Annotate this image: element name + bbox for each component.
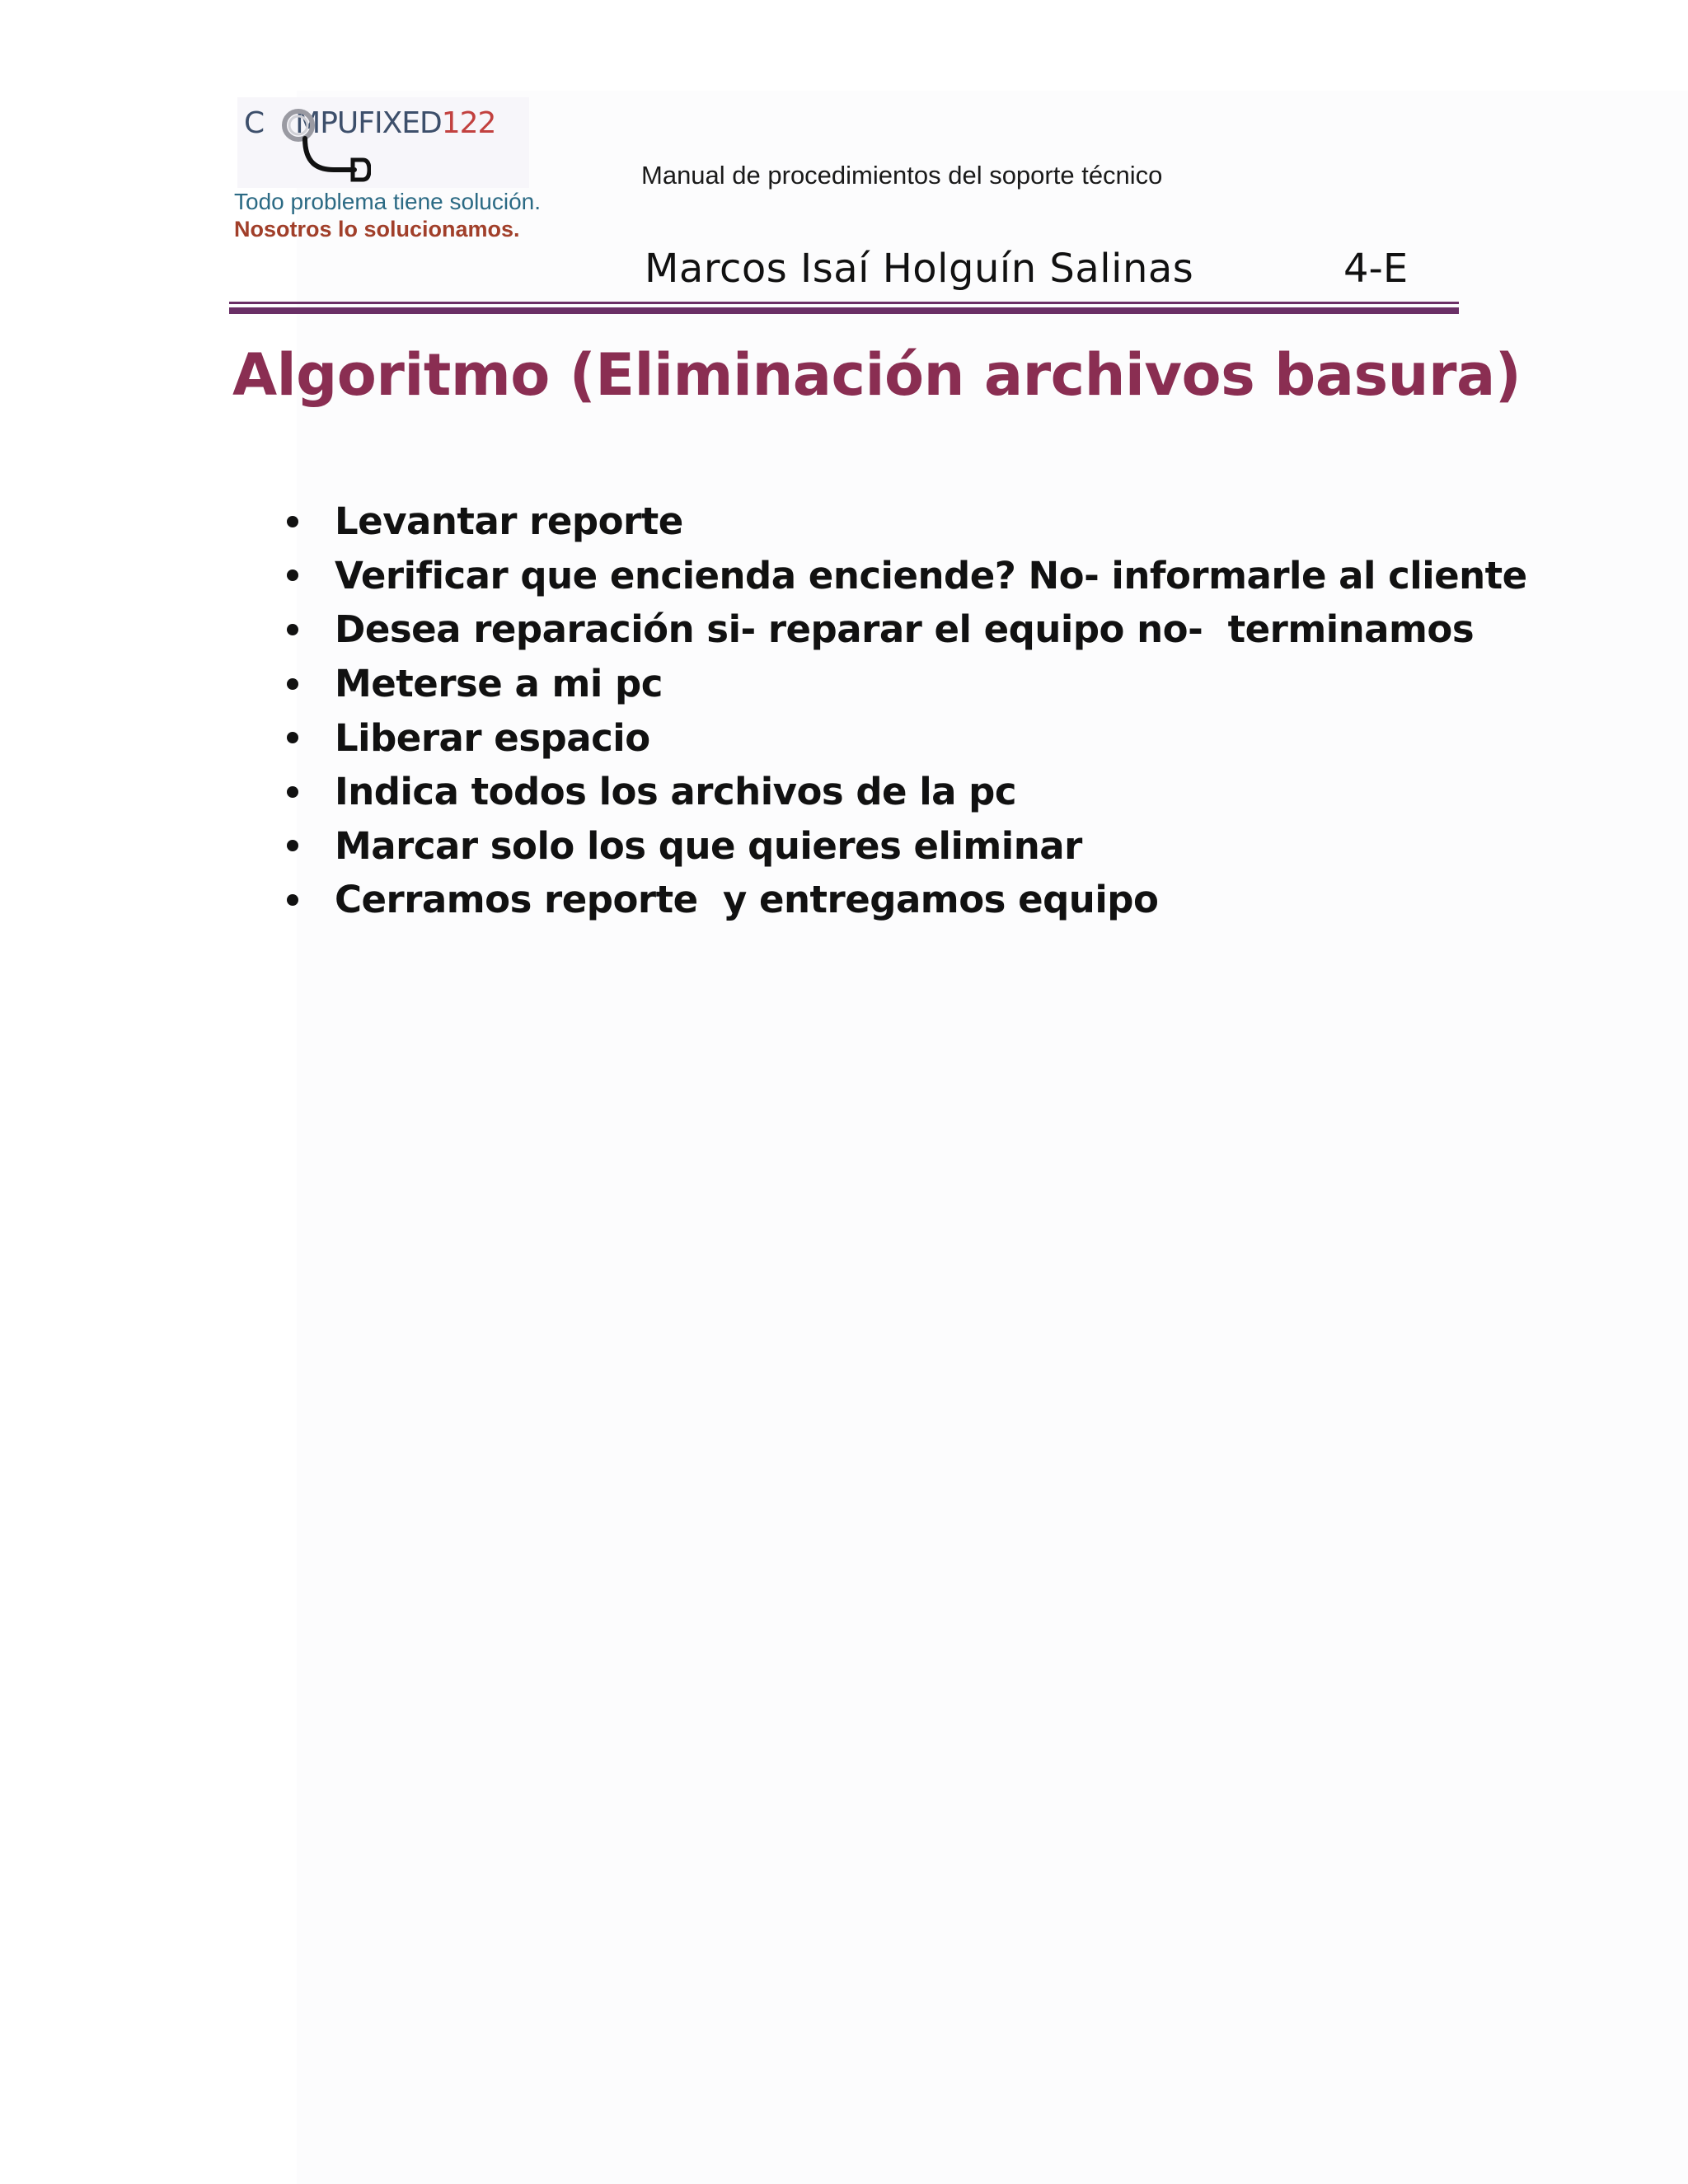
bullet-icon xyxy=(287,840,298,851)
list-item: Indica todos los archivos de la pc xyxy=(280,765,1527,819)
bullet-icon xyxy=(287,569,298,581)
list-item: Levantar reporte xyxy=(280,494,1527,549)
bullet-icon xyxy=(287,732,298,743)
list-item: Desea reparación si- reparar el equipo no- terminamos xyxy=(280,602,1527,657)
list-item: Meterse a mi pc xyxy=(280,657,1527,711)
bullet-icon xyxy=(287,894,298,906)
stethoscope-icon xyxy=(272,105,371,188)
company-logo xyxy=(237,97,529,188)
bullet-icon xyxy=(287,624,298,635)
bullet-icon xyxy=(287,678,298,690)
document-title: Algoritmo (Eliminación archivos basura) xyxy=(232,341,1522,409)
bullet-icon xyxy=(287,786,298,798)
bullet-icon xyxy=(287,516,298,527)
header-rule-thin xyxy=(229,302,1459,304)
manual-title: Manual de procedimientos del soporte técnico xyxy=(641,161,1163,190)
list-item: Marcar solo los que quieres eliminar xyxy=(280,819,1527,874)
author-name: Marcos Isaí Holguín Salinas xyxy=(645,246,1194,292)
logo-wordmark: C MPUFIXED122 xyxy=(244,106,496,140)
group-label: 4-E xyxy=(1343,246,1409,292)
tagline-line-1: Todo problema tiene solución. xyxy=(234,189,542,214)
header-rule-thick xyxy=(229,307,1459,314)
steps-list xyxy=(280,494,1527,927)
list-item: Cerramos reporte y entregamos equipo xyxy=(280,873,1527,927)
tagline-line-2: Nosotros lo solucionamos. xyxy=(234,217,520,241)
list-item: Verificar que encienda enciende? No- informarle al cliente xyxy=(280,549,1527,603)
list-item: Liberar espacio xyxy=(280,710,1527,765)
